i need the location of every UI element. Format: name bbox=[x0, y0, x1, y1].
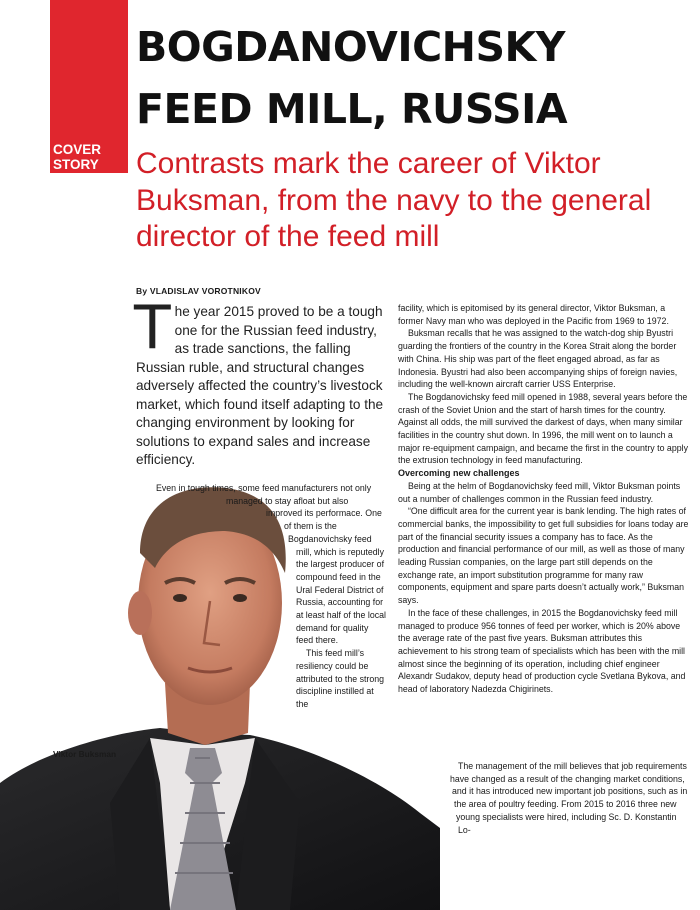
section-label bbox=[53, 142, 101, 172]
body-paragraph: This feed mill’s resiliency could be attributed to the strong discipline instilled at the bbox=[296, 648, 385, 709]
wrapped-body-text bbox=[136, 482, 386, 768]
right-column bbox=[398, 302, 690, 696]
section-subheading: Overcoming new challenges bbox=[398, 468, 520, 479]
headline-line2: FEED MILL, RUSSIA bbox=[136, 85, 568, 133]
body-paragraph: facility, which is epitomised by its general director, Viktor Buksman, a former Navy man who was deployed in the Pacific from 1969 to 1972. bbox=[398, 303, 669, 326]
body-paragraph: Even in tough times, some feed manufacturers not only managed to stay afloat but also improved its performace. One of them is the Bogdanovichsky feed mill, which is reputedly the largest producer of compound feed in the Ural Federal District of Russia, accounting for at least half of the local demand for quality feed there. bbox=[156, 483, 386, 646]
body-paragraph: Being at the helm of Bogdanovichsky feed mill, Viktor Buksman points out a number of challenges common in the Russian feed industry. bbox=[398, 480, 681, 504]
photo-caption: Viktor Buksman bbox=[53, 749, 117, 759]
body-paragraph: “One difficult area for the current year is bank lending. The high rates of commercial banks, the impossibility to get full subsidies for loans today are part of the financial security issues a company has to face. As the production and financial performance of our mill, as well as those of many leading Russian companies, on the large part still depends on the exchange rate, an import substitution programme for many raw components, equipment and spare parts doesn’t actually work,” Buksman says. bbox=[398, 506, 689, 606]
headline-line1: BOGDANOVICHSKY bbox=[136, 23, 565, 71]
body-paragraph: The management of the mill believes that job requirements have changed as a result of the changing market conditions, and it has introduced new important job positions, such as in the area of poultry feeding. From 2015 to 2016 three new young specialists were hired, including Sc. D. Konstantin Lo- bbox=[450, 761, 688, 835]
intro-text: he year 2015 proved to be a tough one for the Russian feed industry, as trade sanctions, the falling Russian ruble, and structural changes adversely affected the country’s livestock market, which found itself adapting to the changing environment by looking for solutions to expand sales and increase efficiency. bbox=[136, 304, 384, 467]
right-column-continued bbox=[398, 760, 690, 864]
section-label-line2: STORY bbox=[53, 157, 99, 172]
body-paragraph: Buksman recalls that he was assigned to the watch-dog ship Byustri guarding the frontiers of the country in the Korea Strait along the border with China. His ship was part of the fleet engaged abroad, as far as Indonesia. Byustri had also been accompanying ships of foreign navies, including the well-known aircraft carrier USS Enterprise. bbox=[398, 328, 678, 390]
body-paragraph: In the face of these challenges, in 2015 the Bogdanovichsky feed mill managed to produce 956 tonnes of feed per worker, which is 20% above the average rate of the past five years. Buksman attributes this achievement to his strong team of specialists which has been with the mill almost since the beginning of its operation, including chief engineer Alexandr Sudakov, deputy head of production cycle Svetlana Bykova, and head of laboratory Nadezda Chigirinets. bbox=[398, 607, 686, 695]
byline: By VLADISLAV VOROTNIKOV bbox=[136, 286, 261, 296]
intro-paragraph bbox=[134, 293, 388, 470]
body-paragraph: The Bogdanovichsky feed mill opened in 1988, several years before the crash of the Soviet Union and the start of harsh times for the country. Against all odds, the mill survived the darkest of days, when many similar facilities in the country shut down. In 1996, the mill went on to launch a major re-equipment campaign, and became the first in the country to apply the extrusion technology in feed manufacturing. bbox=[398, 391, 688, 466]
section-label-line1: COVER bbox=[53, 142, 102, 157]
standfirst: Contrasts mark the career of Viktor Buksman, from the navy to the general director of the feed mill bbox=[136, 147, 652, 253]
drop-cap: T bbox=[134, 293, 171, 363]
